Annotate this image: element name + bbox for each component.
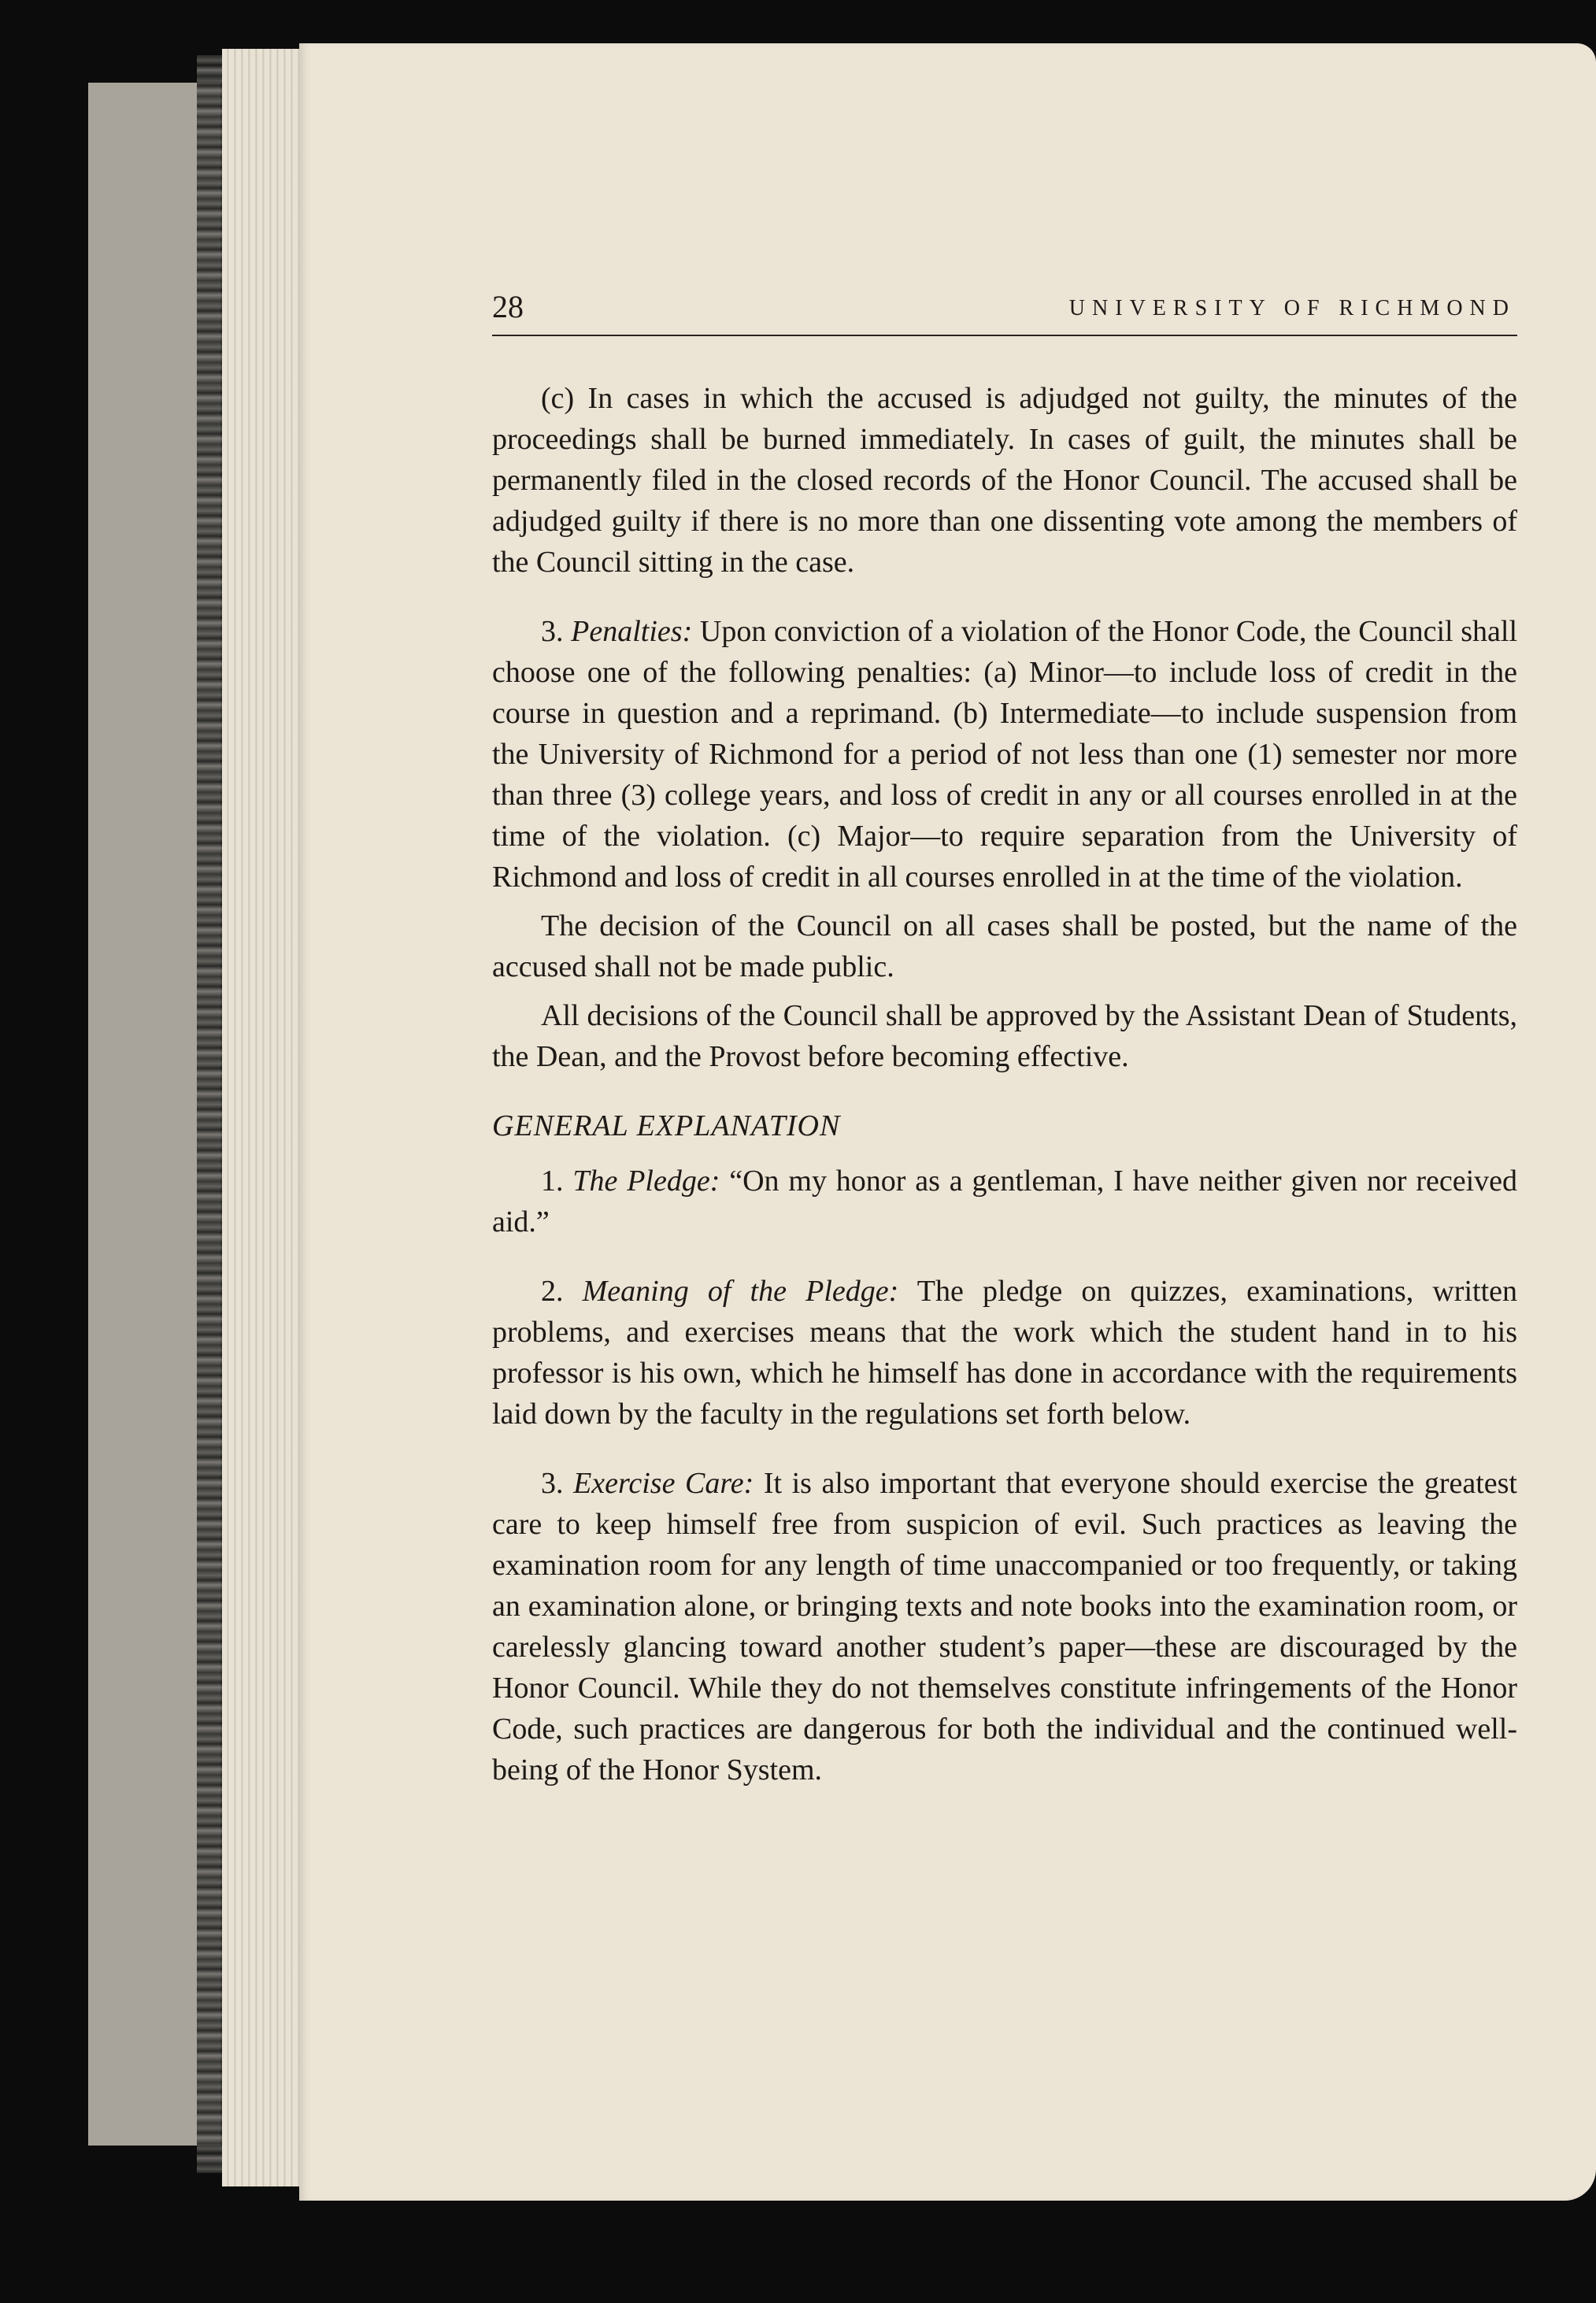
running-head [492, 287, 1517, 336]
paragraph-minutes: (c) In cases in which the accused is adjudged not guilty, the minutes of the proceedings shall be burned immediately. In cases of guilt, the minutes shall be permanently filed in the closed records of the Honor Council. The accused shall be adjudged guilty if there is no more than one dissenting vote among the members of the Council sitting in the case. [492, 382, 1517, 579]
page-stack-edges [222, 49, 309, 2186]
paragraph-pledge [492, 1161, 1517, 1242]
item-number: 3. [541, 1467, 564, 1500]
item-text: It is also important that everyone should exercise the greatest care to keep himself free from suspicion of evil. Such practices as leaving the examination room for any length of time unaccompanied or too frequently, or taking an examination alone, or bringing texts and note books into the examination room, or carelessly glancing toward another student’s paper—these are discouraged by the Honor Council. While they do not themselves constitute infringements of the Honor Code, such practices are dangerous for both the individual and the continued well-being of the Honor System. [492, 1467, 1517, 1786]
paragraph-approval: All decisions of the Council shall be approved by the Assistant Dean of Students, the Dean, and the Provost before becoming effective. [492, 999, 1517, 1073]
paragraph-decision-posted: The decision of the Council on all cases shall be posted, but the name of the accused shall not be made public. [492, 909, 1517, 983]
page-number: 28 [492, 289, 524, 324]
running-head-title: UNIVERSITY OF RICHMOND [1068, 296, 1516, 320]
item-label: Meaning of the Pledge: [582, 1275, 899, 1308]
paragraph-penalties [492, 611, 1517, 898]
item-text: Upon conviction of a violation of the Honor Code, the Council shall choose one of the following penalties: (a) Minor—to include loss of credit in the course in question and a reprimand. (b) Intermediate—to include suspension from the University of Richmond for a period of not less than one (1) semester nor more than three (3) college years, and loss of credit in any or all courses enrolled in at the time of the violation. (c) Major—to require separation from the University of Richmond and loss of credit in all courses enrolled in at the time of the violation. [492, 615, 1518, 894]
paragraph-meaning [492, 1271, 1517, 1435]
item-label: Exercise Care: [573, 1467, 754, 1500]
paragraph-exercise-care [492, 1463, 1517, 1790]
item-number: 3. [541, 615, 564, 648]
item-text: “On my honor as a gentleman, I have neither given nor received aid.” [492, 1164, 1518, 1239]
item-label: The Pledge: [572, 1164, 720, 1198]
item-number: 2. [541, 1275, 564, 1308]
page-body [492, 378, 1517, 1790]
section-heading: GENERAL EXPLANATION [492, 1109, 841, 1142]
item-text: The pledge on quizzes, examinations, written problems, and exercises means that the work which the student hand in to his professor is his own, which he himself has done in accordance with the requirements laid down by the faculty in the regulations set forth below. [492, 1275, 1517, 1431]
item-number: 1. [541, 1164, 564, 1198]
item-label: Penalties: [571, 615, 693, 648]
